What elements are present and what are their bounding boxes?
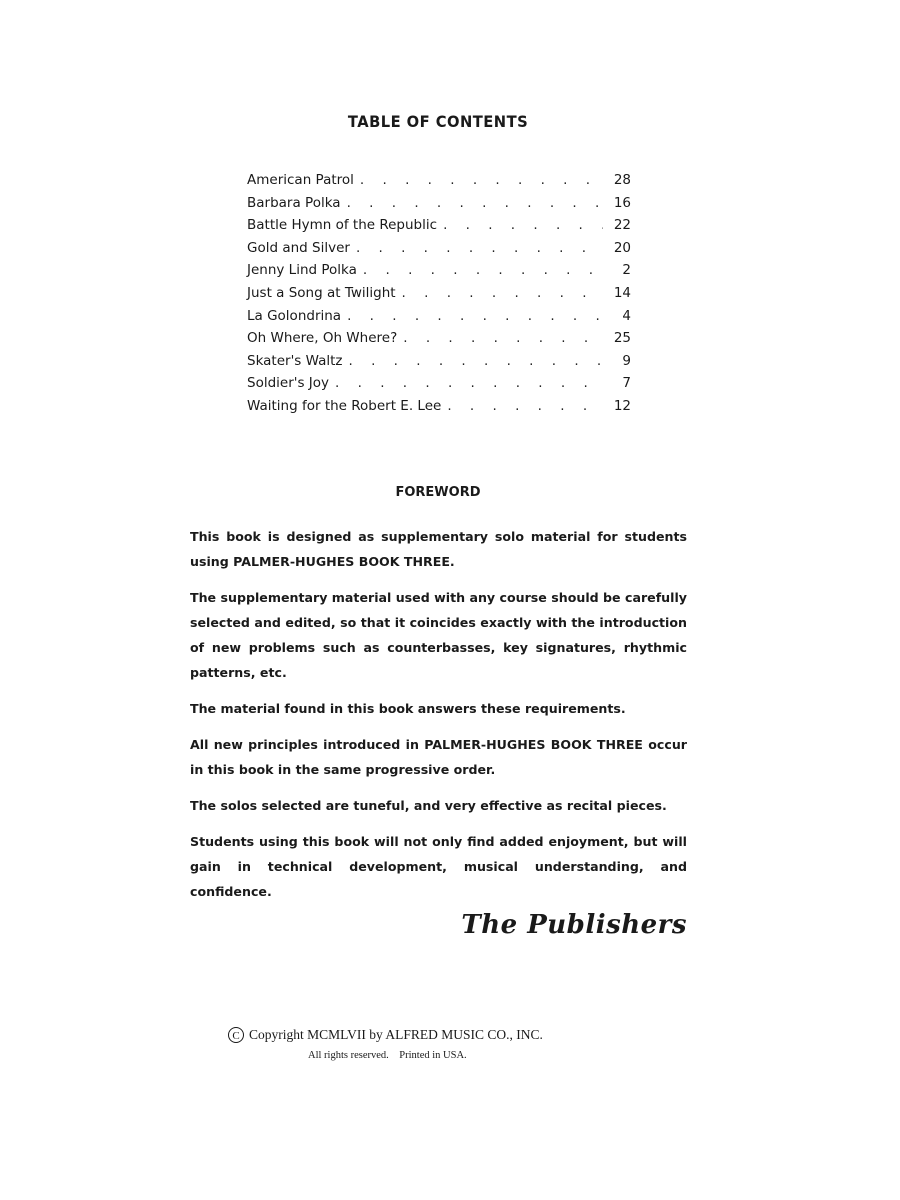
toc-entry	[247, 308, 631, 331]
toc-list	[247, 172, 631, 421]
toc-entry	[247, 330, 631, 353]
toc-entry-page: 20	[613, 239, 631, 256]
toc-entry-page: 2	[622, 262, 631, 279]
toc-entry	[247, 217, 631, 240]
toc-dot-leader	[335, 375, 603, 391]
toc-entry	[247, 285, 631, 308]
foreword-paragraph: The solos selected are tuneful, and very effective as recital pieces.	[190, 798, 667, 813]
toc-entry	[247, 172, 631, 195]
copyright-icon: C	[228, 1027, 244, 1043]
toc-entry	[247, 353, 631, 376]
toc-entry-title: La Golondrina	[247, 307, 342, 324]
toc-entry	[247, 240, 631, 263]
toc-entry-page: 9	[622, 352, 631, 369]
foreword-title: FOREWORD	[395, 485, 481, 500]
toc-dot-leader	[347, 195, 603, 211]
toc-dot-leader	[347, 308, 603, 324]
toc-entry-title: Skater's Waltz	[247, 352, 343, 369]
toc-entry-title: Battle Hymn of the Republic	[247, 217, 438, 234]
toc-dot-leader	[403, 330, 603, 346]
toc-entry-page: 12	[613, 397, 631, 414]
toc-entry	[247, 398, 631, 421]
toc-dot-leader	[402, 285, 603, 301]
toc-dot-leader	[447, 398, 603, 414]
toc-entry	[247, 375, 631, 398]
toc-entry-title: Just a Song at Twilight	[247, 284, 396, 301]
toc-entry-page: 4	[622, 307, 631, 324]
toc-dot-leader	[363, 262, 603, 278]
foreword-paragraph: The material found in this book answers these requirements.	[190, 701, 626, 716]
toc-entry	[247, 195, 631, 218]
toc-entry-page: 28	[613, 172, 631, 188]
foreword-paragraph: This book is designed as supplementary solo material for students using PALMER-HUGHES BOOK THREE.	[190, 529, 687, 569]
toc-dot-leader	[360, 172, 603, 188]
toc-entry	[247, 262, 631, 285]
toc-entry-title: Soldier's Joy	[247, 375, 330, 392]
foreword-paragraph: Students using this book will not only find added enjoyment, but will gain in technical development, musical understanding, and confidence.	[190, 834, 687, 899]
toc-dot-leader	[356, 240, 603, 256]
rights-text: All rights reserved. Printed in USA.	[308, 1050, 467, 1061]
toc-entry-title: Gold and Silver	[247, 239, 350, 256]
toc-entry-title: Waiting for the Robert E. Lee	[247, 397, 442, 414]
toc-title: TABLE OF CONTENTS	[347, 112, 529, 131]
toc-entry-page: 25	[613, 330, 631, 347]
toc-dot-leader	[349, 353, 604, 369]
toc-entry-page: 16	[613, 194, 631, 211]
foreword-paragraph: The supplementary material used with any course should be carefully selected and edited, so that it coincides exactly with the introduction of new problems such as counterbasses, key signatures, rhythmic patterns, etc.	[190, 590, 687, 680]
toc-entry-title: American Patrol	[247, 172, 354, 188]
toc-entry-page: 22	[613, 217, 631, 234]
foreword-paragraph: All new principles introduced in PALMER-HUGHES BOOK THREE occur in this book in the same progressive order.	[190, 737, 687, 777]
copyright-line	[228, 1027, 543, 1043]
toc-dot-leader	[443, 217, 603, 233]
foreword-body	[190, 524, 687, 915]
copyright-text: Copyright MCMLVII by ALFRED MUSIC CO., INC.	[249, 1027, 543, 1042]
toc-entry-page: 7	[622, 375, 631, 392]
publisher-signature: The Publishers	[461, 910, 687, 940]
toc-entry-title: Oh Where, Oh Where?	[247, 330, 398, 347]
toc-entry-title: Barbara Polka	[247, 194, 341, 211]
toc-entry-page: 14	[613, 284, 631, 301]
toc-entry-title: Jenny Lind Polka	[247, 262, 357, 279]
